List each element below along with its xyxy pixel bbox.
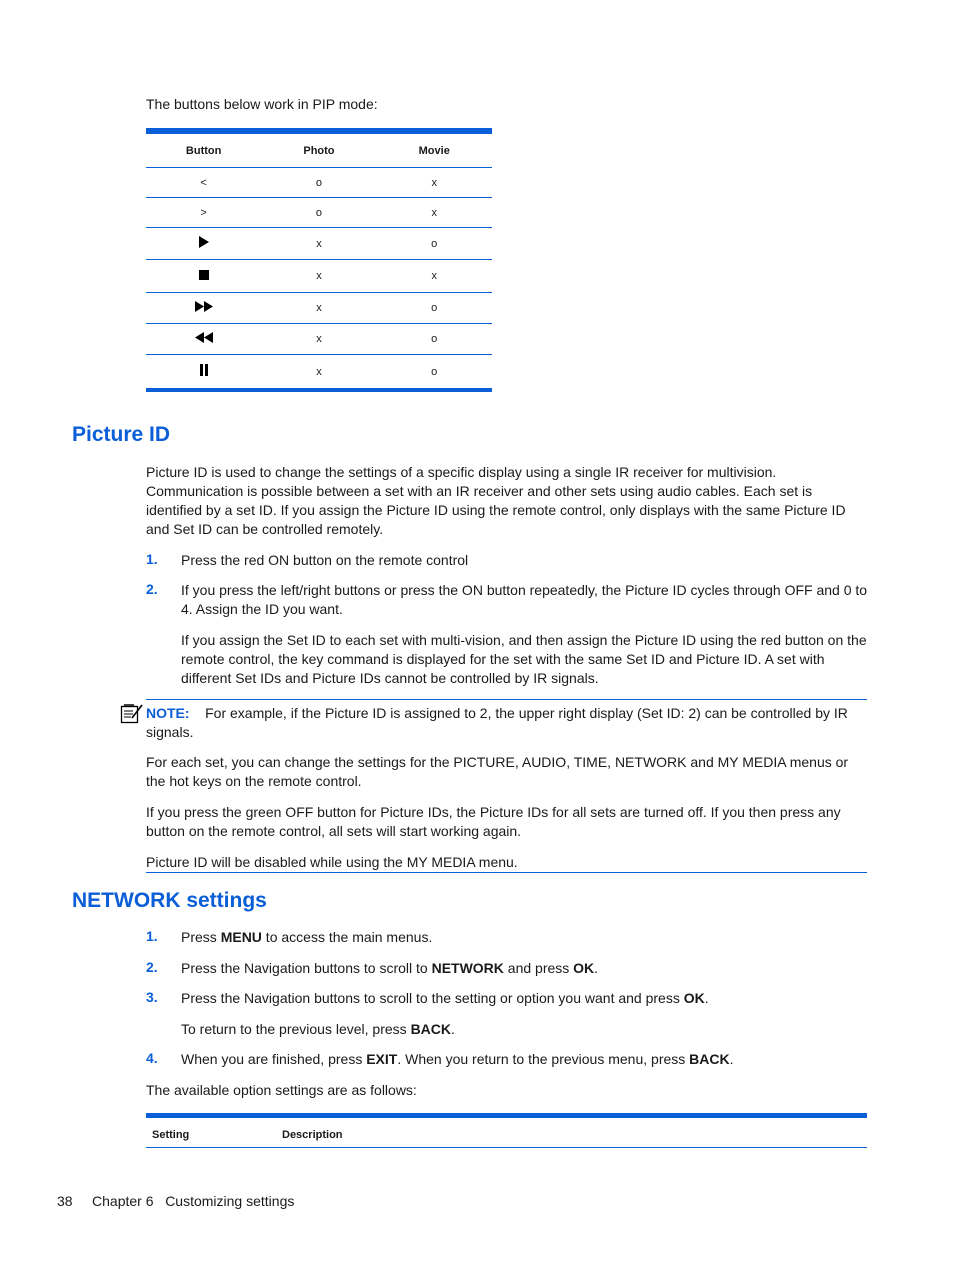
note-paragraph: For each set, you can change the settings for the PICTURE, AUDIO, TIME, NETWORK and MY MEDIA menus or the hot keys on the remote control.	[146, 754, 849, 789]
photo-value: x	[316, 270, 322, 282]
step-number: 3.	[146, 989, 158, 1005]
movie-value: o	[431, 333, 438, 345]
exit-key: EXIT	[366, 1051, 398, 1067]
fast-forward-icon	[194, 301, 214, 312]
rewind-icon	[194, 332, 214, 343]
button-next: >	[200, 206, 207, 219]
network-heading: NETWORK settings	[72, 889, 267, 912]
step-number: 1.	[146, 928, 158, 944]
table-row	[146, 260, 492, 293]
button-cell	[146, 332, 261, 346]
header-photo: Photo	[303, 144, 335, 157]
movie-value: x	[431, 176, 437, 189]
button-cell	[146, 269, 261, 284]
step-text: If you press the left/right buttons or press the ON button repeatedly, the Picture ID cycles through OFF and 0 to 4. Assign the ID you want.	[181, 582, 868, 617]
photo-value: o	[315, 206, 322, 219]
pip-table	[146, 128, 492, 392]
photo-value: o	[315, 176, 322, 189]
page-footer	[57, 1193, 294, 1209]
table-row	[146, 355, 492, 388]
chapter-label: Chapter 6	[92, 1193, 154, 1209]
play-icon	[198, 236, 210, 248]
step-number: 4.	[146, 1050, 158, 1066]
table-row	[146, 293, 492, 324]
back-key: BACK	[410, 1021, 452, 1037]
table-row	[146, 198, 492, 228]
note-bottom-rule	[146, 872, 867, 873]
button-cell	[146, 236, 261, 251]
movie-value: x	[431, 206, 437, 219]
note	[146, 704, 868, 742]
movie-value: o	[431, 365, 438, 378]
step-number: 2.	[146, 581, 158, 597]
table-row	[146, 168, 492, 198]
table-header-row	[146, 1118, 867, 1148]
photo-value: x	[316, 237, 322, 250]
step-text: Press the Navigation buttons to scroll to the setting or option you want and press OK.	[181, 990, 709, 1006]
button-previous: <	[200, 176, 207, 189]
note-text: For example, if the Picture ID is assigned to 2, the upper right display (Set ID: 2) can be controlled by IR signals.	[146, 705, 848, 740]
options-intro: The available option settings are as follows:	[146, 1082, 417, 1098]
note-label: NOTE:	[146, 705, 190, 721]
button-cell	[146, 364, 261, 379]
step-number: 1.	[146, 551, 158, 567]
header-setting: Setting	[152, 1129, 190, 1141]
header-movie: Movie	[418, 144, 450, 157]
table-row	[146, 324, 492, 355]
button-cell	[146, 301, 261, 315]
table-header-row	[146, 134, 492, 168]
step-text: When you are finished, press EXIT. When you return to the previous menu, press BACK.	[181, 1051, 734, 1067]
header-button: Button	[185, 144, 222, 157]
photo-value: x	[316, 333, 322, 345]
step-number: 2.	[146, 959, 158, 975]
chapter-title: Customizing settings	[165, 1193, 295, 1209]
table-bottom-rule	[146, 388, 492, 392]
step-followup: To return to the previous level, press BACK.	[181, 1021, 455, 1037]
menu-key: MENU	[220, 929, 262, 945]
note-paragraph: Picture ID will be disabled while using the MY MEDIA menu.	[146, 854, 518, 870]
page-number: 38	[57, 1193, 73, 1209]
ok-key: OK	[573, 960, 595, 976]
pip-intro: The buttons below work in PIP mode:	[146, 96, 378, 112]
step-text: Press the Navigation buttons to scroll to NETWORK and press OK.	[181, 960, 599, 976]
movie-value: o	[431, 302, 438, 314]
note-icon	[120, 702, 144, 724]
step-text: Press MENU to access the main menus.	[181, 929, 433, 945]
movie-value: x	[431, 270, 437, 282]
note-top-rule	[146, 699, 867, 700]
header-description: Description	[282, 1129, 343, 1141]
settings-table	[146, 1113, 867, 1148]
note-paragraph: If you press the green OFF button for Picture IDs, the Picture IDs for all sets are turned off. If you then press any button on the remote control, all sets will start working again.	[146, 804, 841, 839]
step-text: Press the red ON button on the remote control	[181, 552, 469, 568]
step-followup: If you assign the Set ID to each set with multi-vision, and then assign the Picture ID using the red button on the remote control, the key command is displayed for the set with the same Set ID and Picture ID. A set with different Set IDs and Picture IDs cannot be controlled by IR signals.	[181, 632, 867, 686]
stop-icon	[198, 269, 210, 281]
photo-value: x	[316, 302, 322, 314]
table-row	[146, 228, 492, 260]
picture-id-heading: Picture ID	[72, 423, 171, 446]
back-key: BACK	[689, 1051, 730, 1067]
pause-icon	[199, 364, 209, 376]
network-key: NETWORK	[431, 960, 504, 976]
ok-key: OK	[683, 990, 705, 1006]
picture-id-intro: Picture ID is used to change the settings of a specific display using a single IR receiver for multivision. Communication is possible between a set with an IR receiver and other sets using audio cables. Each set is identified by a set ID. If you assign the Picture ID using the remote control, only displays with the same Picture ID and Set ID can be controlled remotely.	[146, 464, 846, 537]
movie-value: o	[431, 237, 438, 250]
photo-value: x	[316, 365, 322, 378]
